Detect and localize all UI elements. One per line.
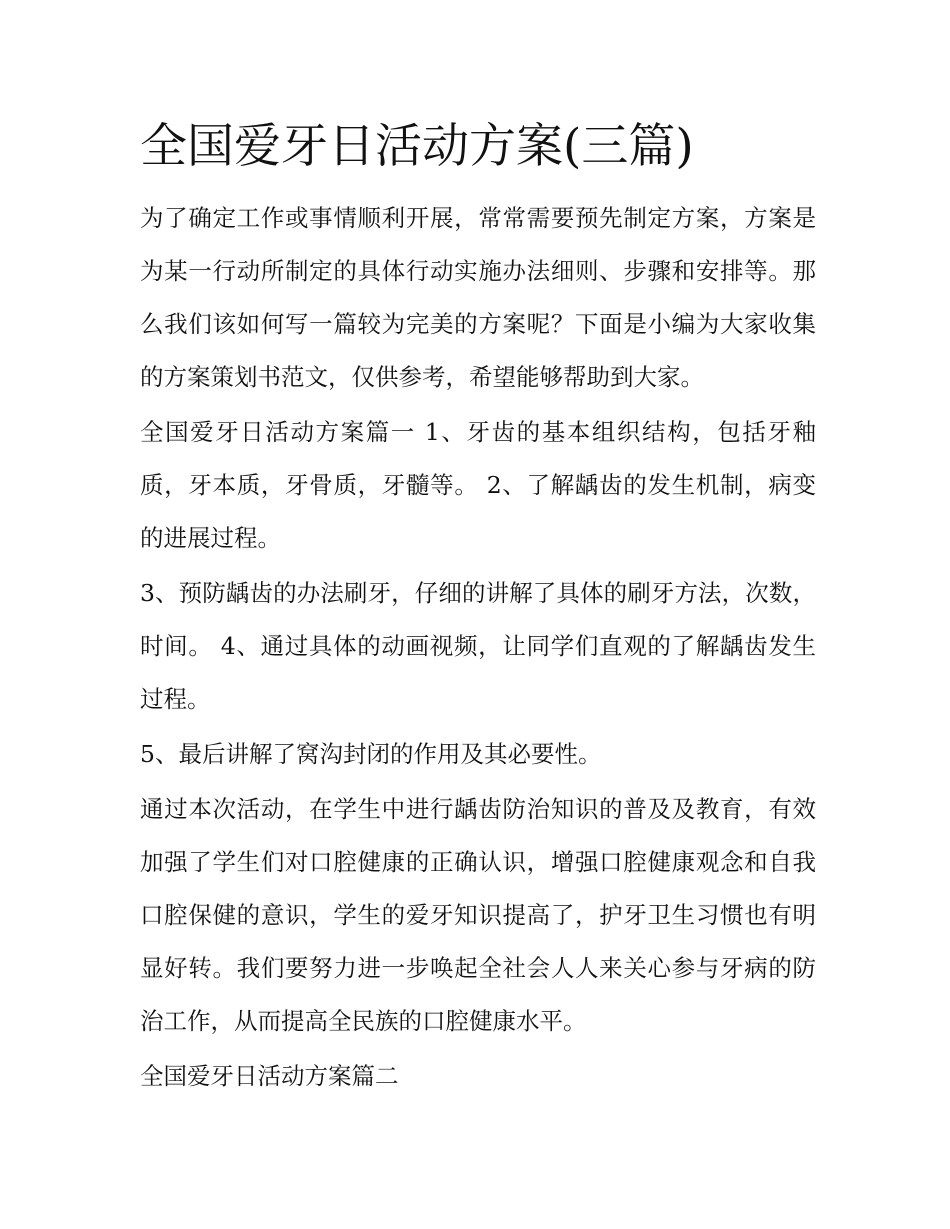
paragraph-item-3-4: 3、预防龋齿的办法刷牙，仔细的讲解了具体的刷牙方法，次数，时间。 4、通过具体的动画视频，让同学们直观的了解龋齿发生过程。 <box>140 579 816 713</box>
paragraph-part-one: 全国爱牙日活动方案篇一 1、牙齿的基本组织结构，包括牙釉质，牙本质，牙骨质，牙髓等。 2、了解龋齿的发生机制，病变的进展过程。 <box>140 418 816 552</box>
document-title: 全国爱牙日活动方案(三篇) <box>140 119 694 174</box>
paragraph-summary: 通过本次活动，在学生中进行龋齿防治知识的普及及教育，有效加强了学生们对口腔健康的正确认识，增强口腔健康观念和自我口腔保健的意识，学生的爱牙知识提高了，护牙卫生习惯也有明显好转。我们要努力进一步唤起全社会人人来关心参与牙病的防治工作，从而提高全民族的口腔健康水平。 <box>140 795 816 1035</box>
document-body <box>140 192 816 1105</box>
paragraph-part-two-heading: 全国爱牙日活动方案篇二 <box>140 1062 399 1090</box>
paragraph-item-5: 5、最后讲解了窝沟封闭的作用及其必要性。 <box>140 740 602 768</box>
paragraph-intro: 为了确定工作或事情顺利开展，常常需要预先制定方案，方案是为某一行动所制定的具体行动实施办法细则、步骤和安排等。那么我们该如何写一篇较为完美的方案呢？下面是小编为大家收集的方案策划书范文，仅供参考，希望能够帮助到大家。 <box>140 204 816 391</box>
